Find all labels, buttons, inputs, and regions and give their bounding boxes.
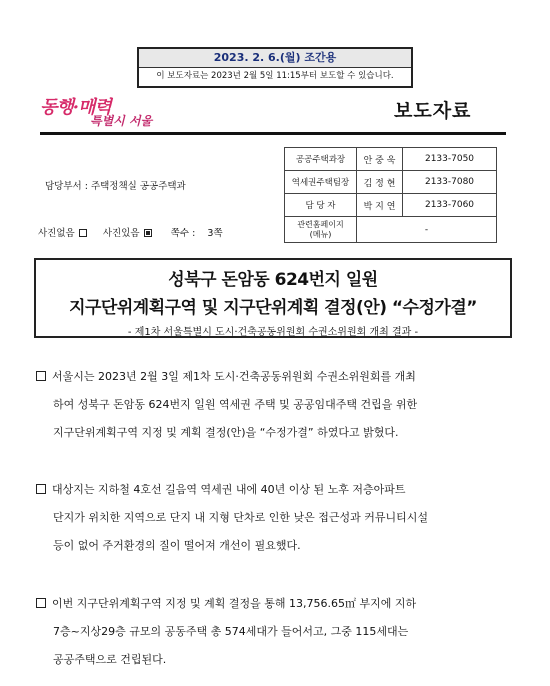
contact-name: 박 지 연 bbox=[357, 194, 403, 217]
homepage-value: - bbox=[357, 217, 497, 243]
doc-type-title: 보도자료 bbox=[394, 101, 472, 122]
photo-info bbox=[38, 225, 223, 239]
contact-role: 역세권주택팀장 bbox=[285, 171, 357, 194]
paragraph-line: 대상지는 지하철 4호선 길음역 역세권 내에 40년 이상 된 노후 저층아파트 bbox=[36, 476, 516, 504]
contact-name: 안 중 욱 bbox=[357, 148, 403, 171]
homepage-row bbox=[285, 217, 497, 243]
paragraph bbox=[36, 590, 516, 674]
photo-yes-checkbox bbox=[144, 229, 152, 237]
pages-label: 쪽수 : bbox=[170, 228, 196, 239]
contact-role: 공공주택과장 bbox=[285, 148, 357, 171]
contact-row bbox=[285, 148, 497, 171]
bullet-box-icon bbox=[36, 598, 46, 608]
paragraph-line: 하여 성북구 돈암동 624번지 일원 역세권 주택 및 공공임대주택 건립을 위한 bbox=[53, 398, 418, 411]
paragraph-line: 단지가 위치한 지역으로 단지 내 지형 단차로 인한 낮은 접근성과 커뮤니티시설 bbox=[53, 511, 428, 524]
homepage-role-line2: (메뉴) bbox=[309, 229, 332, 239]
homepage-role bbox=[285, 217, 357, 243]
contact-phone: 2133-7060 bbox=[403, 194, 497, 217]
paragraph-line: 공공주택으로 건립된다. bbox=[53, 653, 167, 666]
headline-box bbox=[34, 258, 512, 338]
paragraph-line: 7층~지상29층 규모의 공동주택 총 574세대가 들어서고, 그중 115세대는 bbox=[53, 625, 409, 638]
header-rule bbox=[40, 132, 506, 135]
contacts-table bbox=[284, 147, 497, 243]
paragraph-line: 등이 없어 주거환경의 질이 떨어져 개선이 필요했다. bbox=[53, 539, 301, 552]
contact-row bbox=[285, 194, 497, 217]
photo-yes-label: 사진있음 bbox=[102, 228, 140, 239]
contact-phone: 2133-7080 bbox=[403, 171, 497, 194]
paragraph-line: 이번 지구단위계획구역 지정 및 계획 결정을 통해 13,756.65㎡ 부지에 지하 bbox=[36, 590, 516, 618]
seoul-logo bbox=[40, 93, 160, 129]
contact-name: 김 정 현 bbox=[357, 171, 403, 194]
paragraph bbox=[36, 363, 516, 447]
photo-none-checkbox bbox=[79, 229, 87, 237]
embargo-note: 이 보도자료는 2023년 2월 5일 11:15부터 보도할 수 있습니다. bbox=[156, 71, 394, 81]
pages-value: 3쪽 bbox=[207, 228, 223, 239]
contact-phone: 2133-7050 bbox=[403, 148, 497, 171]
photo-none-label: 사진없음 bbox=[38, 228, 75, 239]
headline-line2: 지구단위계획구역 및 지구단위계획 결정(안) “수정가결” bbox=[69, 298, 477, 318]
embargo-date: 2023. 2. 6.(월) 조간용 bbox=[139, 49, 411, 68]
paragraph-line: 지구단위계획구역 지정 및 계획 결정(안)을 “수정가결” 하였다고 밝혔다. bbox=[53, 426, 399, 439]
contact-role: 담 당 자 bbox=[285, 194, 357, 217]
paragraph-line: 서울시는 2023년 2월 3일 제1차 도시·건축공동위원회 수권소위원회를 개최 bbox=[36, 363, 516, 391]
department-line: 담당부서 : 주택정책실 공공주택과 bbox=[45, 181, 186, 192]
headline-line1: 성북구 돈암동 624번지 일원 bbox=[168, 270, 378, 290]
contact-row bbox=[285, 171, 497, 194]
headline-subtitle: - 제1차 서울특별시 도시·건축공동위원회 수권소위원회 개최 결과 - bbox=[127, 327, 419, 338]
bullet-box-icon bbox=[36, 484, 46, 494]
embargo-box bbox=[137, 47, 413, 88]
logo-line2: 특별시 서울 bbox=[90, 114, 153, 128]
paragraph bbox=[36, 476, 516, 560]
bullet-box-icon bbox=[36, 371, 46, 381]
homepage-role-line1: 관련홈페이지 bbox=[297, 219, 344, 229]
logo-line1: 동행·매력 bbox=[40, 97, 111, 118]
